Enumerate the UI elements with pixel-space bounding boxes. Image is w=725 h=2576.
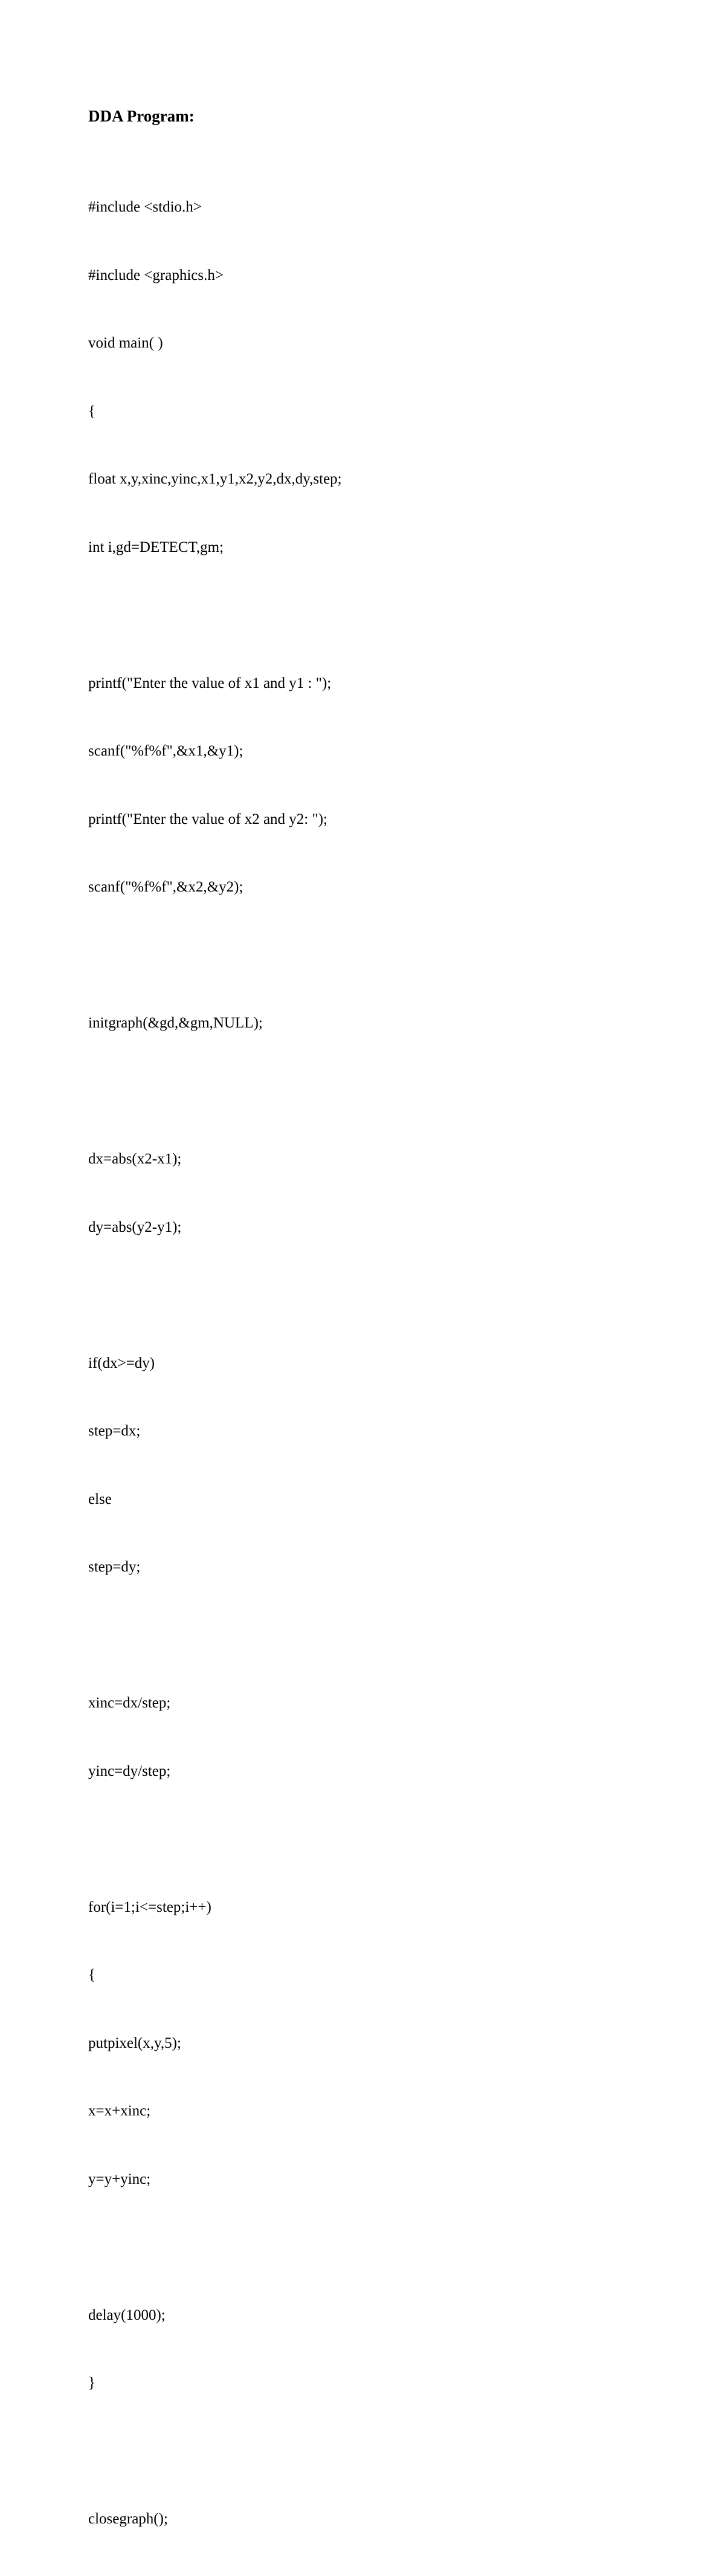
code-line: delay(1000); xyxy=(88,2306,166,2323)
code-line xyxy=(88,2440,342,2463)
code-line: int i,gd=DETECT,gm; xyxy=(88,539,224,555)
code-line xyxy=(88,1284,342,1307)
document-heading: DDA Program: xyxy=(88,107,195,125)
code-line: #include <stdio.h> xyxy=(88,199,202,215)
code-line: dy=abs(y2-y1); xyxy=(88,1218,182,1235)
code-line xyxy=(88,1624,342,1647)
code-line: { xyxy=(88,403,95,419)
code-line: putpixel(x,y,5); xyxy=(88,2034,181,2051)
code-line: #include <graphics.h> xyxy=(88,267,224,283)
code-line: step=dx; xyxy=(88,1423,141,1439)
code-line: y=y+yinc; xyxy=(88,2170,151,2187)
code-line: else xyxy=(88,1490,112,1507)
code-listing xyxy=(88,150,342,2576)
code-line: { xyxy=(88,1967,95,1983)
code-line: for(i=1;i<=step;i++) xyxy=(88,1898,211,1915)
code-line: yinc=dy/step; xyxy=(88,1762,171,1779)
code-line xyxy=(88,604,342,627)
code-line xyxy=(88,1080,342,1103)
code-line: void main( ) xyxy=(88,335,163,351)
code-line: float x,y,xinc,yinc,x1,y1,x2,y2,dx,dy,step; xyxy=(88,471,342,487)
code-line xyxy=(88,1828,342,1851)
code-line: printf("Enter the value of x2 and y2: "); xyxy=(88,811,327,827)
code-line: x=x+xinc; xyxy=(88,2103,151,2119)
code-line: } xyxy=(88,2375,95,2391)
code-line: scanf("%f%f",&x2,&y2); xyxy=(88,879,243,895)
code-line: if(dx>=dy) xyxy=(88,1354,155,1371)
code-line xyxy=(88,944,342,967)
code-line: initgraph(&gd,&gm,NULL); xyxy=(88,1015,263,1031)
code-line: dx=abs(x2-x1); xyxy=(88,1151,182,1167)
code-line: xinc=dx/step; xyxy=(88,1695,171,1711)
code-line: closegraph(); xyxy=(88,2511,168,2527)
code-line: printf("Enter the value of x1 and y1 : "); xyxy=(88,675,332,691)
code-line xyxy=(88,2236,342,2259)
code-line: scanf("%f%f",&x1,&y1); xyxy=(88,743,243,759)
code-line: step=dy; xyxy=(88,1559,141,1575)
